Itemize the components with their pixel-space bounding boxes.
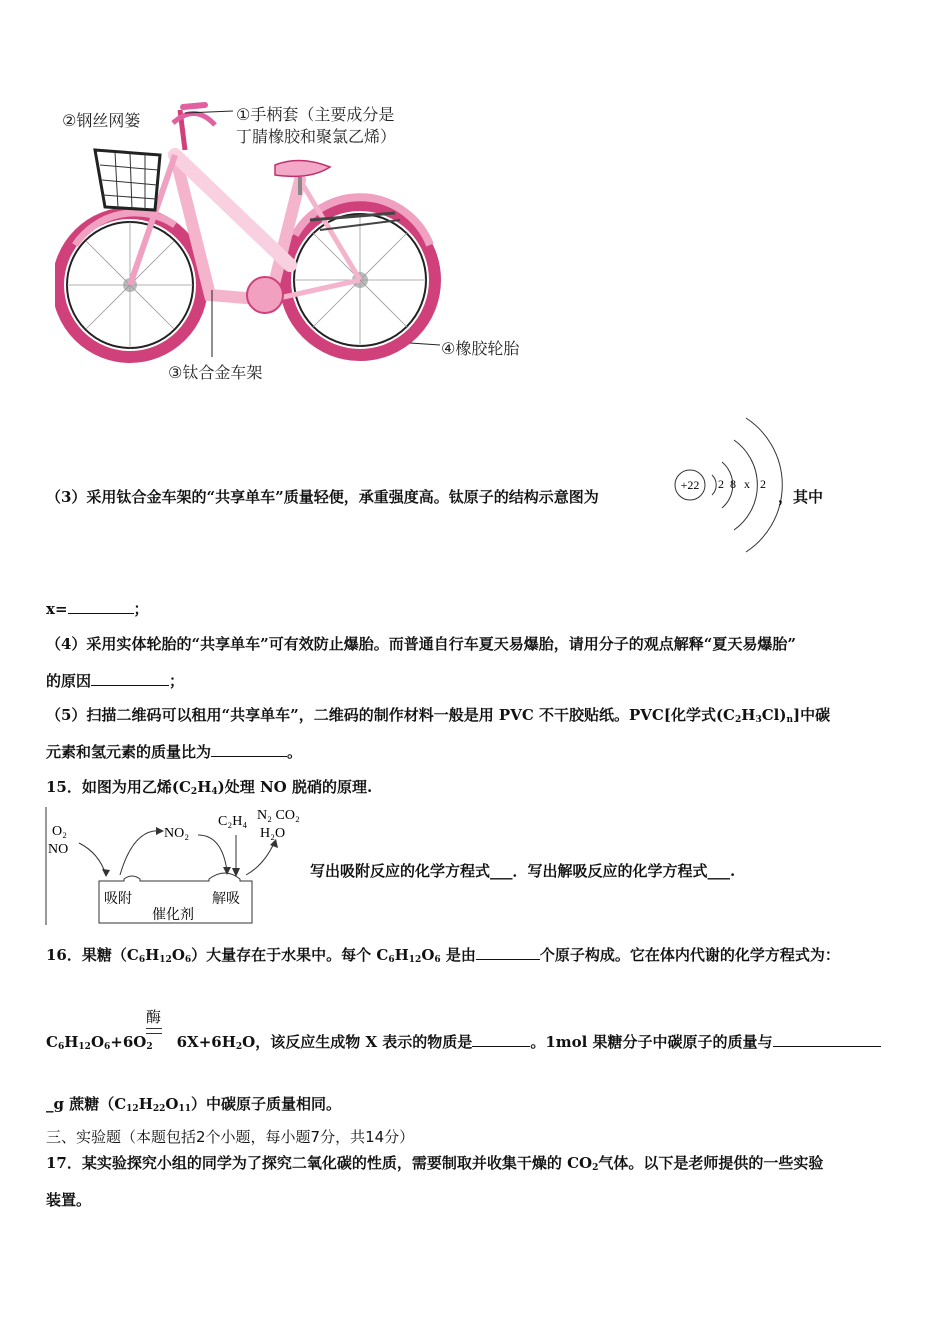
label-steel-basket: ②钢丝网篓 bbox=[62, 111, 141, 130]
q4-blank[interactable] bbox=[91, 671, 169, 686]
q4-line2: 的原因 ； bbox=[46, 672, 185, 690]
q16-line3: _g 蔗糖$(C_{12}H_{22}O_{11})$中碳原子质量相同。 bbox=[46, 1095, 342, 1114]
q5-line2: 元素和氢元素的质量比为 。 bbox=[46, 743, 303, 761]
q4-line1: （4）采用实体轮胎的“共享单车”可有效防止爆胎。而普通自行车夏天易爆胎，请用分子的观点解释“夏天易爆胎” bbox=[46, 635, 796, 653]
q16-blank-x[interactable] bbox=[472, 1032, 530, 1047]
atom-nucleus: +22 bbox=[680, 478, 700, 492]
q15-title: 15．如图为用乙烯$(C_2H_4)$处理 NO 脱硝的原理. bbox=[46, 778, 373, 797]
q3-text: （3）采用钛合金车架的“共享单车”质量轻便，承重强度高。钛原子的结构示意图为 bbox=[46, 488, 599, 506]
label-catalyst: 催化剂 bbox=[152, 907, 194, 923]
q5-line1: （5）扫描二维码可以租用“共享单车”，二维码的制作材料一般是用 PVC 不干胶贴纸。PVC[化学式$(C_2H_3Cl)_n$]中碳 bbox=[46, 706, 831, 725]
atom-shell-2: 8 bbox=[730, 477, 736, 491]
wire-basket bbox=[95, 150, 160, 210]
q16-equation: $C_6H_{12}O_6+6O_2$ $6X+6H_2O$，该反应生成物 X 表示的物质是 。1mol 果糖分子中碳原子的质量与 bbox=[46, 1031, 881, 1052]
label-rubber-tire: ④橡胶轮胎 bbox=[441, 339, 520, 358]
label-n2co2: N₂ CO₂ bbox=[257, 808, 300, 823]
enzyme-label: 酶 bbox=[146, 1008, 162, 1026]
q3-blank[interactable] bbox=[68, 599, 134, 614]
q16-blank-mass[interactable] bbox=[773, 1032, 881, 1047]
q5-blank[interactable] bbox=[211, 742, 287, 757]
q16-blank-atoms[interactable] bbox=[476, 945, 540, 960]
q17-line1: 17．某实验探究小组的同学为了探究二氧化碳的性质，需要制取并收集干燥的 $CO_2$气体。以下是老师提供的一些实验 bbox=[46, 1154, 824, 1173]
atom-shell-3: x bbox=[744, 477, 750, 491]
label-c2h4: C₂H₄ bbox=[218, 814, 248, 829]
atom-shell-1: 2 bbox=[718, 477, 724, 491]
label-h2o: H₂O bbox=[260, 826, 286, 841]
label-desorb: 解吸 bbox=[212, 891, 240, 907]
q16-line1: 16．果糖$(C_6H_{12}O_6)$大量存在于水果中。每个 $C_6H_{12}O_6$ 是由 个原子构成。它在体内代谢的化学方程式为： bbox=[46, 946, 840, 965]
denitration-diagram bbox=[44, 805, 314, 927]
label-no: NO bbox=[48, 842, 69, 857]
label-titanium-frame: ③钛合金车架 bbox=[168, 363, 263, 382]
label-o2: O₂ bbox=[52, 824, 67, 839]
q3-after: ，其中 bbox=[778, 488, 824, 506]
atom-shell-4: 2 bbox=[760, 477, 766, 491]
titanium-frame bbox=[130, 155, 360, 313]
titanium-atom-diagram bbox=[672, 410, 784, 560]
label-no2: NO₂ bbox=[164, 826, 190, 841]
label-grip-cover-line2: 丁腈橡胶和聚氯乙烯） bbox=[236, 127, 397, 146]
q15-question: 写出吸附反应的化学方程式___．写出解吸反应的化学方程式___. bbox=[310, 862, 736, 880]
label-adsorb: 吸附 bbox=[104, 891, 132, 907]
section-title: 三、实验题（本题包括2个小题，每小题7分，共14分） bbox=[46, 1128, 415, 1146]
label-grip-cover-line1: ①手柄套（主要成分是 bbox=[236, 105, 395, 124]
q3-answer-line: x= ； bbox=[46, 600, 149, 618]
q17-line2: 装置。 bbox=[46, 1191, 92, 1209]
